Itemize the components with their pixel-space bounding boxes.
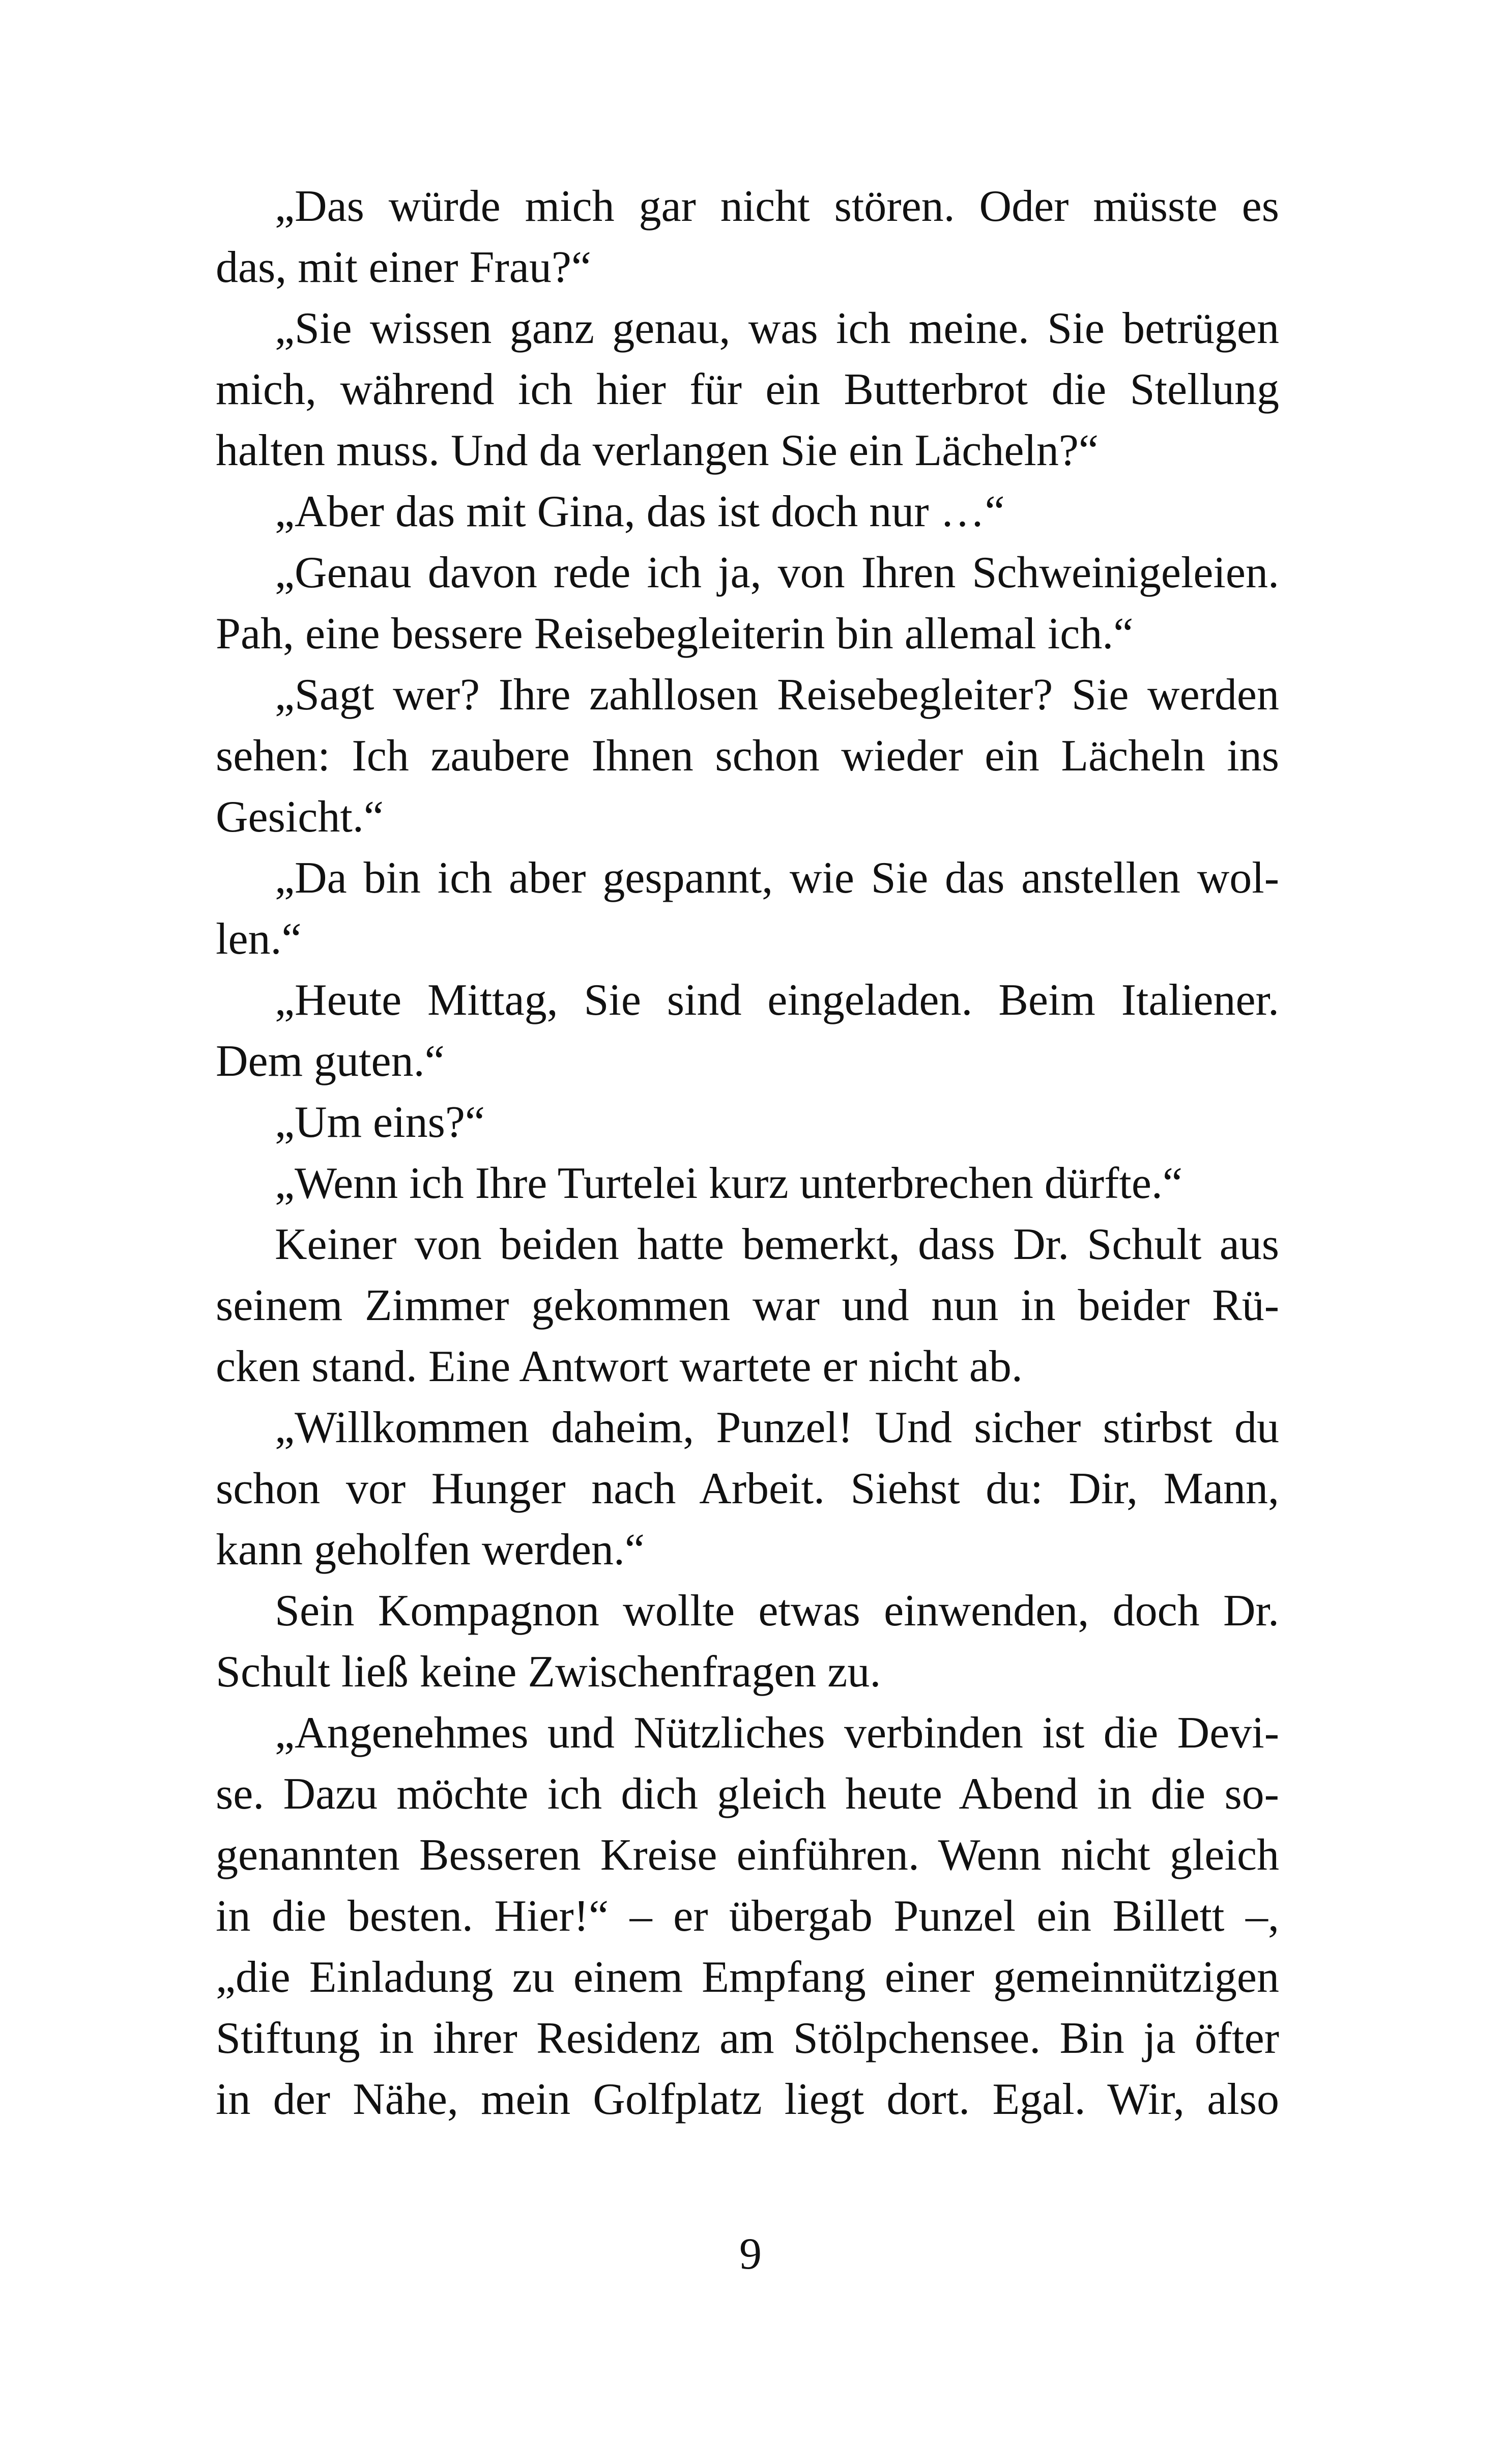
text-line: mich, während ich hier für ein Butterbrot die Stellung (216, 365, 1279, 414)
text-line: kann geholfen werden.“ (216, 1525, 645, 1574)
text-line: Gesicht.“ (216, 792, 384, 842)
body-text (216, 176, 1279, 2130)
text-line: in die besten. Hier!“ – er übergab Punzel ein Billett –, (216, 1892, 1279, 1941)
text-line: in der Nähe, mein Golfplatz liegt dort. Egal. Wir, also (216, 2075, 1279, 2124)
text-line: Sein Kompagnon wollte etwas einwenden, doch Dr. (275, 1586, 1279, 1636)
text-line: Schult ließ keine Zwischenfragen zu. (216, 1647, 881, 1697)
text-line: sehen: Ich zaubere Ihnen schon wieder ein Lächeln ins (216, 731, 1279, 781)
text-line: genannten Besseren Kreise einführen. Wenn nicht gleich (216, 1830, 1279, 1880)
text-line: „Sie wissen ganz genau, was ich meine. Sie betrügen (275, 304, 1279, 353)
text-line: Stiftung in ihrer Residenz am Stölpchensee. Bin ja öfter (216, 2014, 1279, 2063)
text-line: „Da bin ich aber gespannt, wie Sie das anstellen wol- (275, 853, 1279, 903)
text-line: „Wenn ich Ihre Turtelei kurz unterbrechen dürfte.“ (275, 1159, 1182, 1208)
text-line: schon vor Hunger nach Arbeit. Siehst du: Dir, Mann, (216, 1464, 1279, 1513)
text-line: len.“ (216, 914, 302, 964)
text-line: seinem Zimmer gekommen war und nun in beider Rü- (216, 1281, 1279, 1330)
text-line: „die Einladung zu einem Empfang einer gemeinnützigen (216, 1953, 1279, 2002)
text-line: „Aber das mit Gina, das ist doch nur …“ (275, 487, 1005, 536)
text-line: „Das würde mich gar nicht stören. Oder müsste es (275, 182, 1279, 231)
text-line: cken stand. Eine Antwort wartete er nicht ab. (216, 1342, 1023, 1391)
page-number: 9 (739, 2229, 762, 2279)
text-line: „Willkommen daheim, Punzel! Und sicher stirbst du (275, 1403, 1279, 1452)
text-line: „Heute Mittag, Sie sind eingeladen. Beim Italiener. (275, 976, 1279, 1025)
text-line: Keiner von beiden hatte bemerkt, dass Dr. Schult aus (275, 1220, 1279, 1269)
text-line: das, mit einer Frau?“ (216, 243, 591, 292)
text-line: „Angenehmes und Nützliches verbinden ist die Devi- (275, 1708, 1279, 1758)
text-line: se. Dazu möchte ich dich gleich heute Abend in die so- (216, 1769, 1279, 1819)
text-line: „Genau davon rede ich ja, von Ihren Schweinigeleien. (275, 548, 1279, 597)
text-line: „Sagt wer? Ihre zahllosen Reisebegleiter? Sie werden (275, 670, 1279, 720)
text-line: Pah, eine bessere Reisebegleiterin bin allemal ich.“ (216, 609, 1134, 658)
text-line: Dem guten.“ (216, 1037, 445, 1086)
text-line: „Um eins?“ (275, 1098, 485, 1147)
text-line: halten muss. Und da verlangen Sie ein Lächeln?“ (216, 426, 1099, 475)
